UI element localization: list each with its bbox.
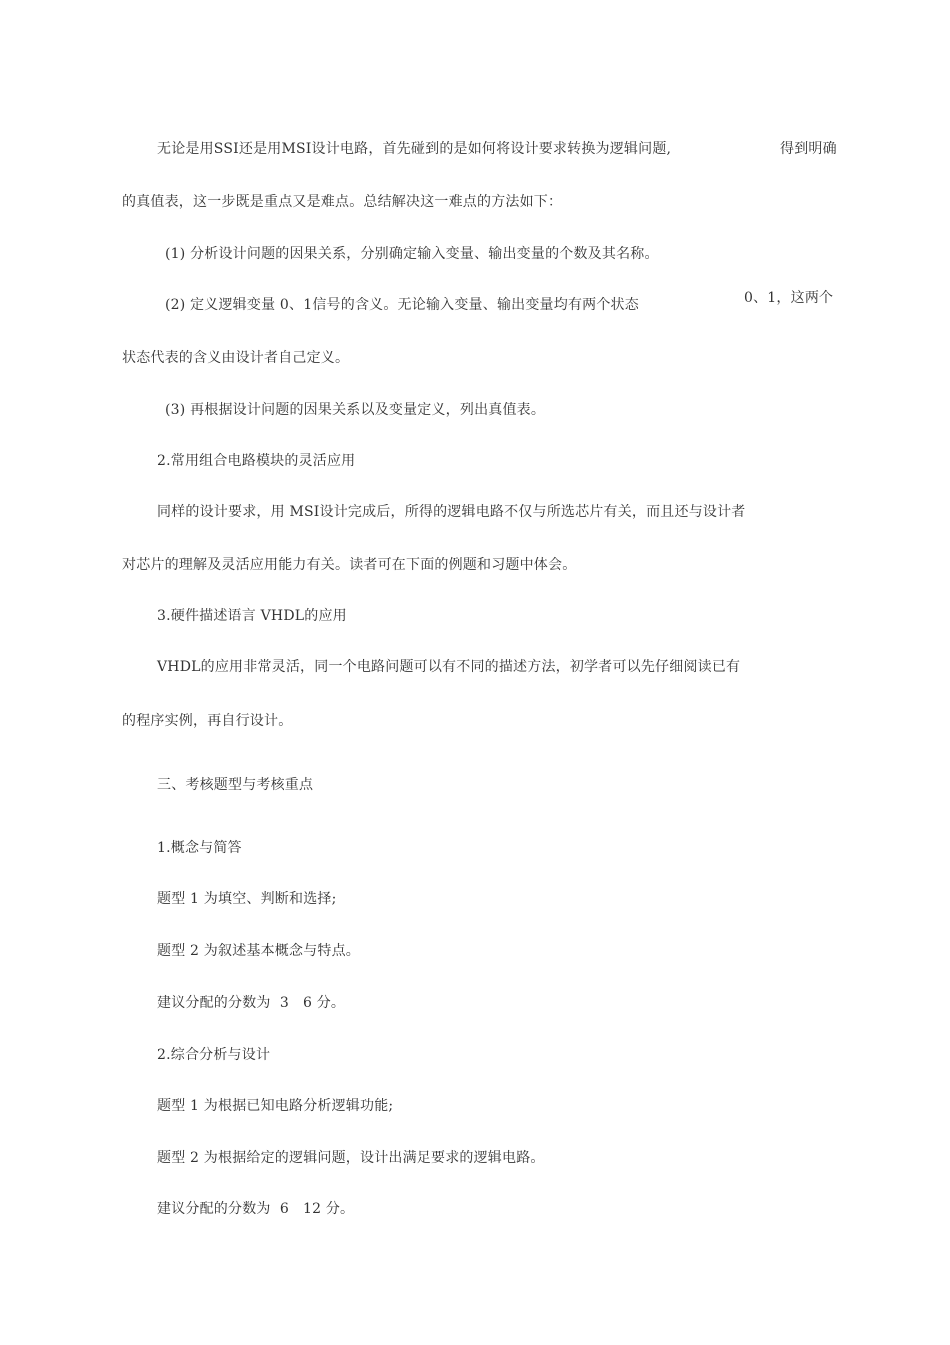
section-3-title: 三、考核题型与考核重点 [157,777,314,793]
method-item-2-line-2: 状态代表的含义由设计者自己定义。 [122,350,350,366]
paragraph-1-line-2: 的真值表，这一步既是重点又是难点。总结解决这一难点的方法如下： [122,194,563,210]
method-item-3: (3) 再根据设计问题的因果关系以及变量定义，列出真值表。 [165,402,546,418]
heading-2: 2.常用组合电路模块的灵活应用 [157,453,356,469]
paragraph-3-line-2: 的程序实例，再自行设计。 [122,713,293,729]
method-item-1: (1) 分析设计问题的因果关系，分别确定输入变量、输出变量的个数及其名称。 [165,246,659,262]
paragraph-1-line-1: 无论是用SSI还是用MSI设计电路，首先碰到的是如何将设计要求转换为逻辑问题, [157,141,672,157]
subsection-1-title: 1.概念与简答 [157,840,242,856]
subsection-2-score: 建议分配的分数为 6 12 分。 [157,1201,355,1217]
subsection-2-title: 2.综合分析与设计 [157,1047,271,1063]
subsection-1-type-2: 题型 2 为叙述基本概念与特点。 [157,943,361,959]
method-item-2-tail: 0、1，这两个 [744,290,834,306]
method-item-2: (2) 定义逻辑变量 0、1信号的含义。无论输入变量、输出变量均有两个状态 [165,297,639,313]
subsection-1-type-1: 题型 1 为填空、判断和选择; [157,891,337,907]
paragraph-2-line-2: 对芯片的理解及灵活应用能力有关。读者可在下面的例题和习题中体会。 [122,557,577,573]
subsection-2-type-2: 题型 2 为根据给定的逻辑问题，设计出满足要求的逻辑电路。 [157,1150,545,1166]
subsection-2-type-1: 题型 1 为根据已知电路分析逻辑功能; [157,1098,394,1114]
paragraph-3-line-1: VHDL的应用非常灵活，同一个电路问题可以有不同的描述方法，初学者可以先仔细阅读已有 [157,659,741,675]
paragraph-2-line-1: 同样的设计要求，用 MSI设计完成后，所得的逻辑电路不仅与所选芯片有关，而且还与设计者 [157,504,746,520]
heading-3: 3.硬件描述语言 VHDL的应用 [157,608,347,624]
subsection-1-score: 建议分配的分数为 3 6 分。 [157,995,346,1011]
paragraph-1-line-1-tail: 得到明确 [780,141,837,157]
